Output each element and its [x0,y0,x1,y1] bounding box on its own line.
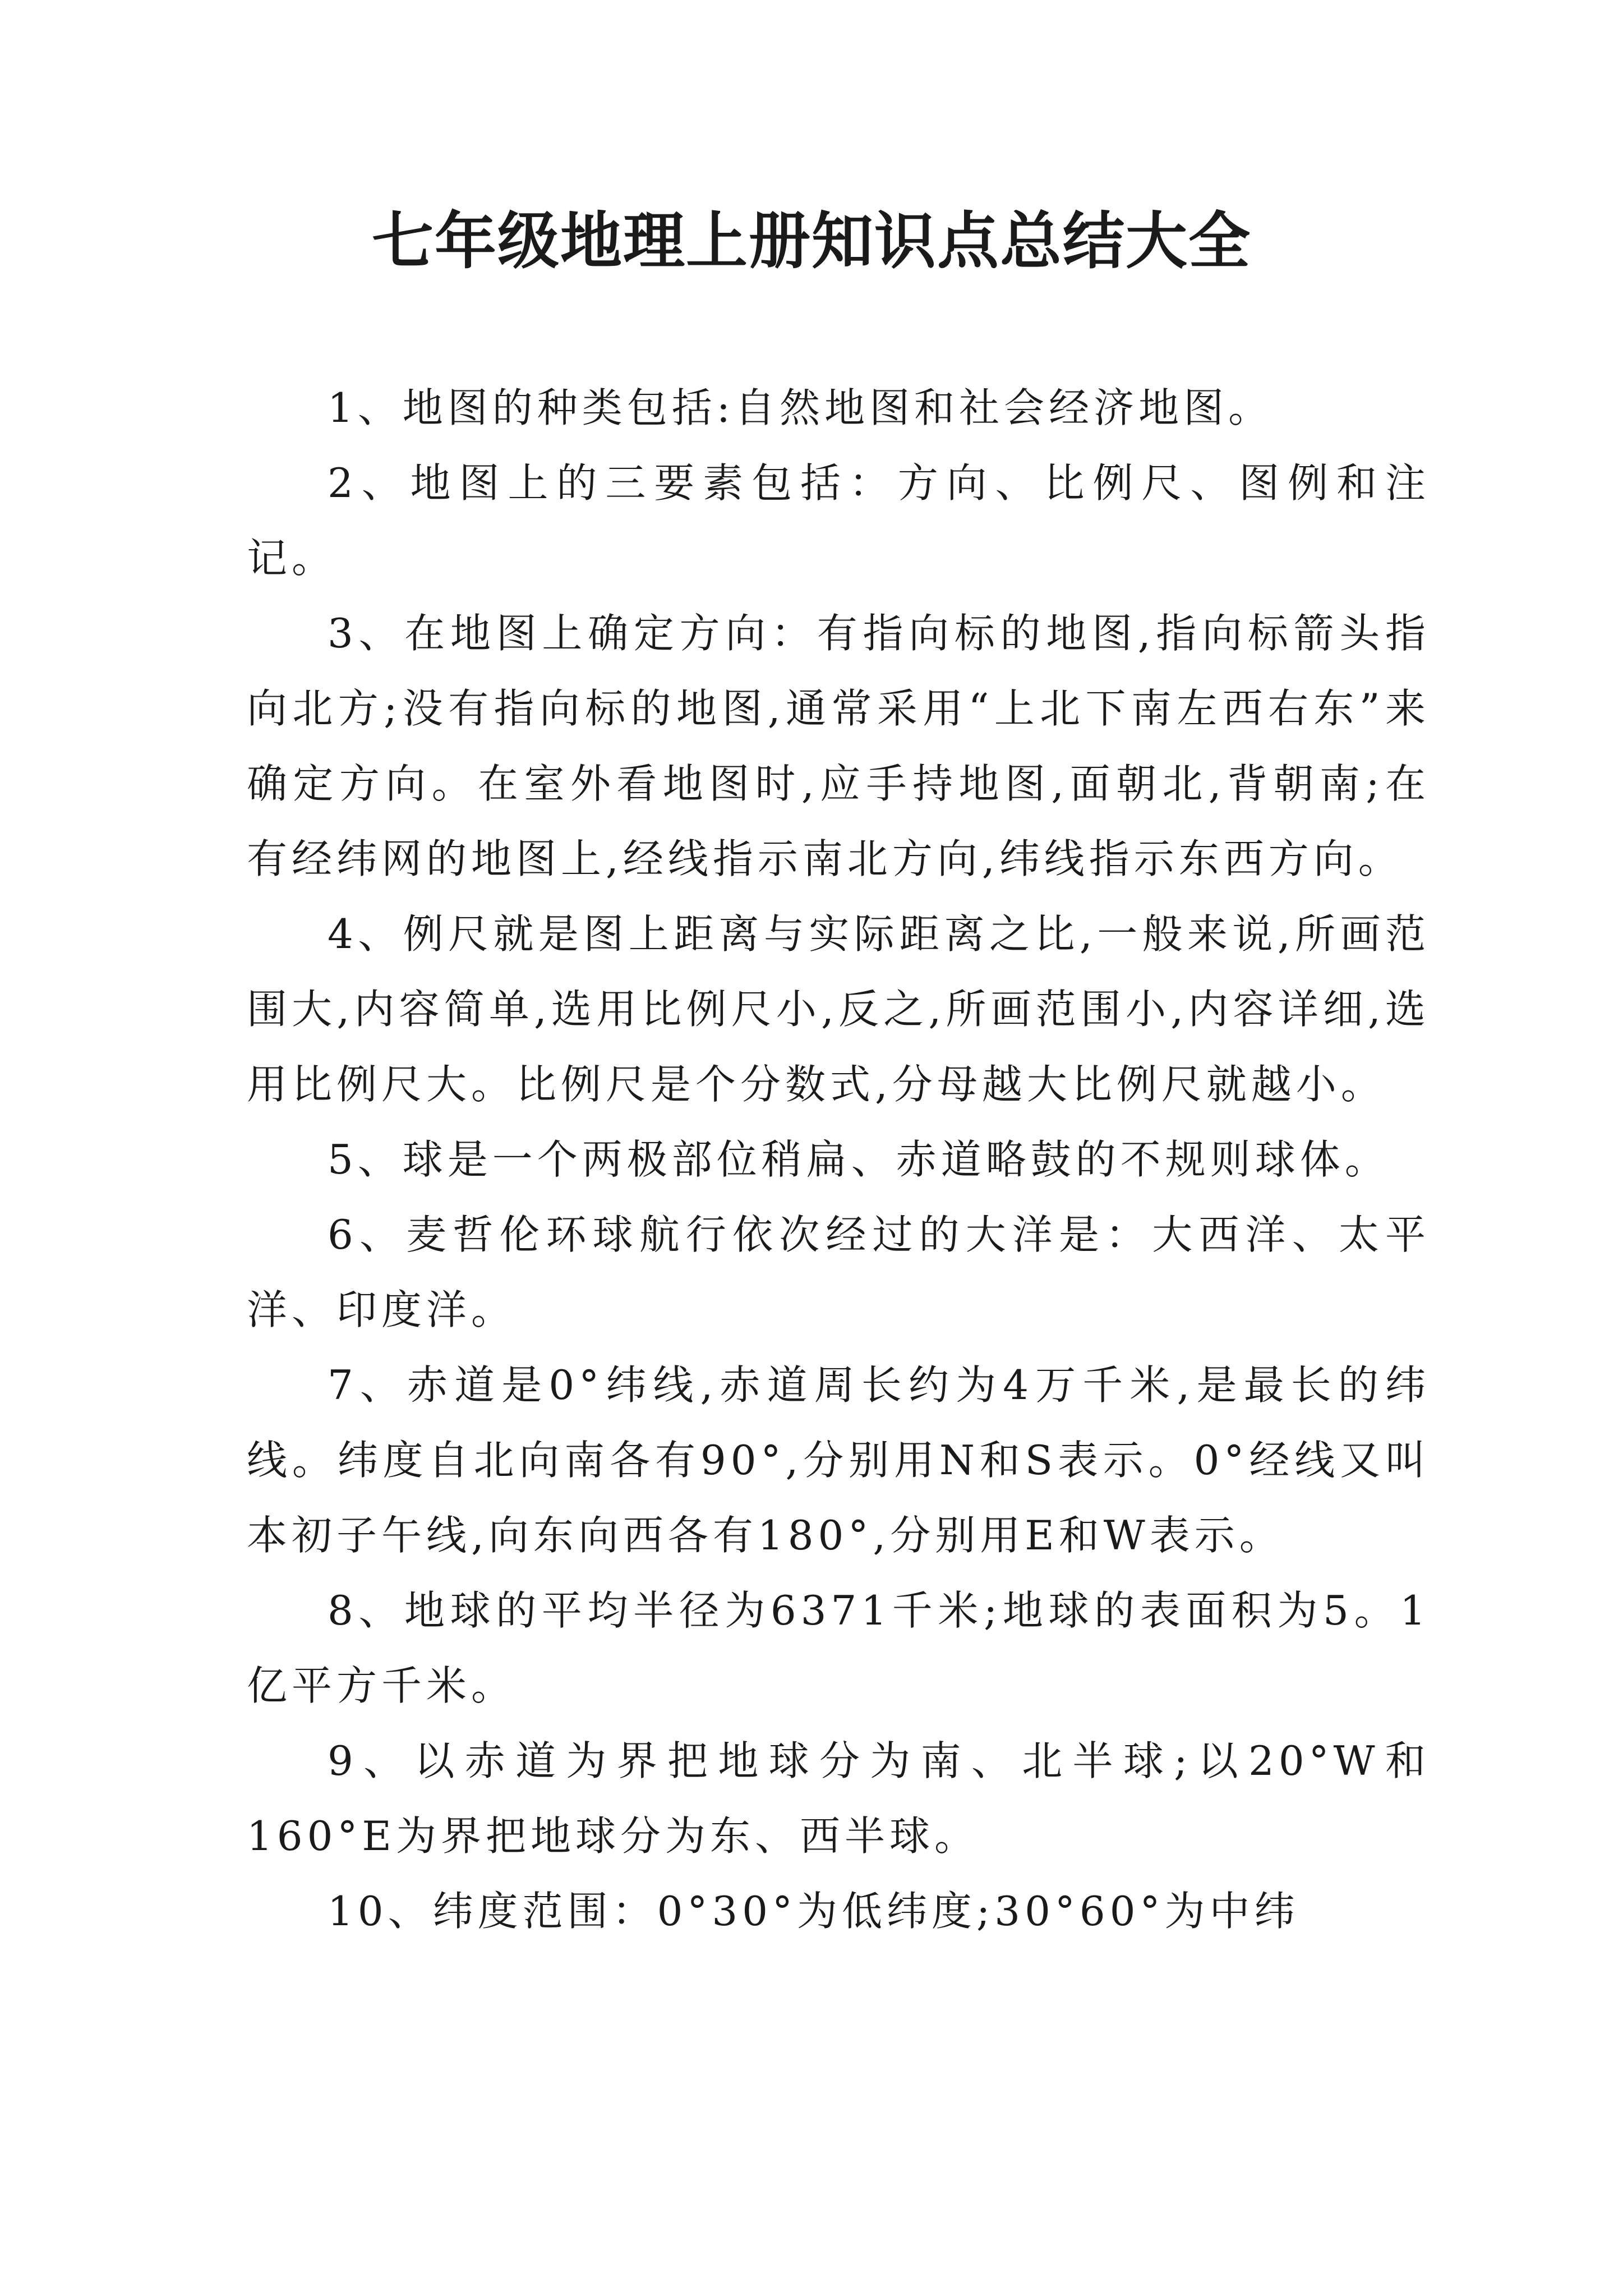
document-body [247,370,1430,1949]
document-title: 七年级地理上册知识点总结大全 [372,205,1251,277]
paragraph-7: 7、赤道是0°纬线,赤道周长约为4万千米,是最长的纬线。纬度自北向南各有90°,分别用N和S表示。0°经线又叫本初子午线,向东向西各有180°,分别用E和W表示。 [247,1361,1430,1559]
paragraph-9: 9、以赤道为界把地球分为南、北半球;以20°W和160°E为界把地球分为东、西半球。 [247,1737,1430,1860]
paragraph-10: 10、纬度范围：0°30°为低纬度;30°60°为中纬 [328,1888,1299,1935]
paragraph-3: 3、在地图上确定方向：有指向标的地图,指向标箭头指向北方;没有指向标的地图,通常采用“上北下南左西右东”来确定方向。在室外看地图时,应手持地图,面朝北,背朝南;在有经纬网的地图上,经线指示南北方向,纬线指示东西方向。 [247,610,1430,882]
paragraph-6: 6、麦哲伦环球航行依次经过的大洋是：大西洋、太平洋、印度洋。 [247,1211,1430,1333]
paragraph-1: 1、地图的种类包括:自然地图和社会经济地图。 [328,384,1274,431]
paragraph-8: 8、地球的平均半径为6371千米;地球的表面积为5。1亿平方千米。 [247,1587,1430,1709]
paragraph-5: 5、球是一个两极部位稍扁、赤道略鼓的不规则球体。 [328,1136,1390,1183]
paragraph-2: 2、地图上的三要素包括：方向、比例尺、图例和注记。 [247,459,1430,582]
paragraph-4: 4、例尺就是图上距离与实际距离之比,一般来说,所画范围大,内容简单,选用比例尺小,反之,所画范围小,内容详细,选用比例尺大。比例尺是个分数式,分母越大比例尺就越小。 [247,910,1430,1108]
